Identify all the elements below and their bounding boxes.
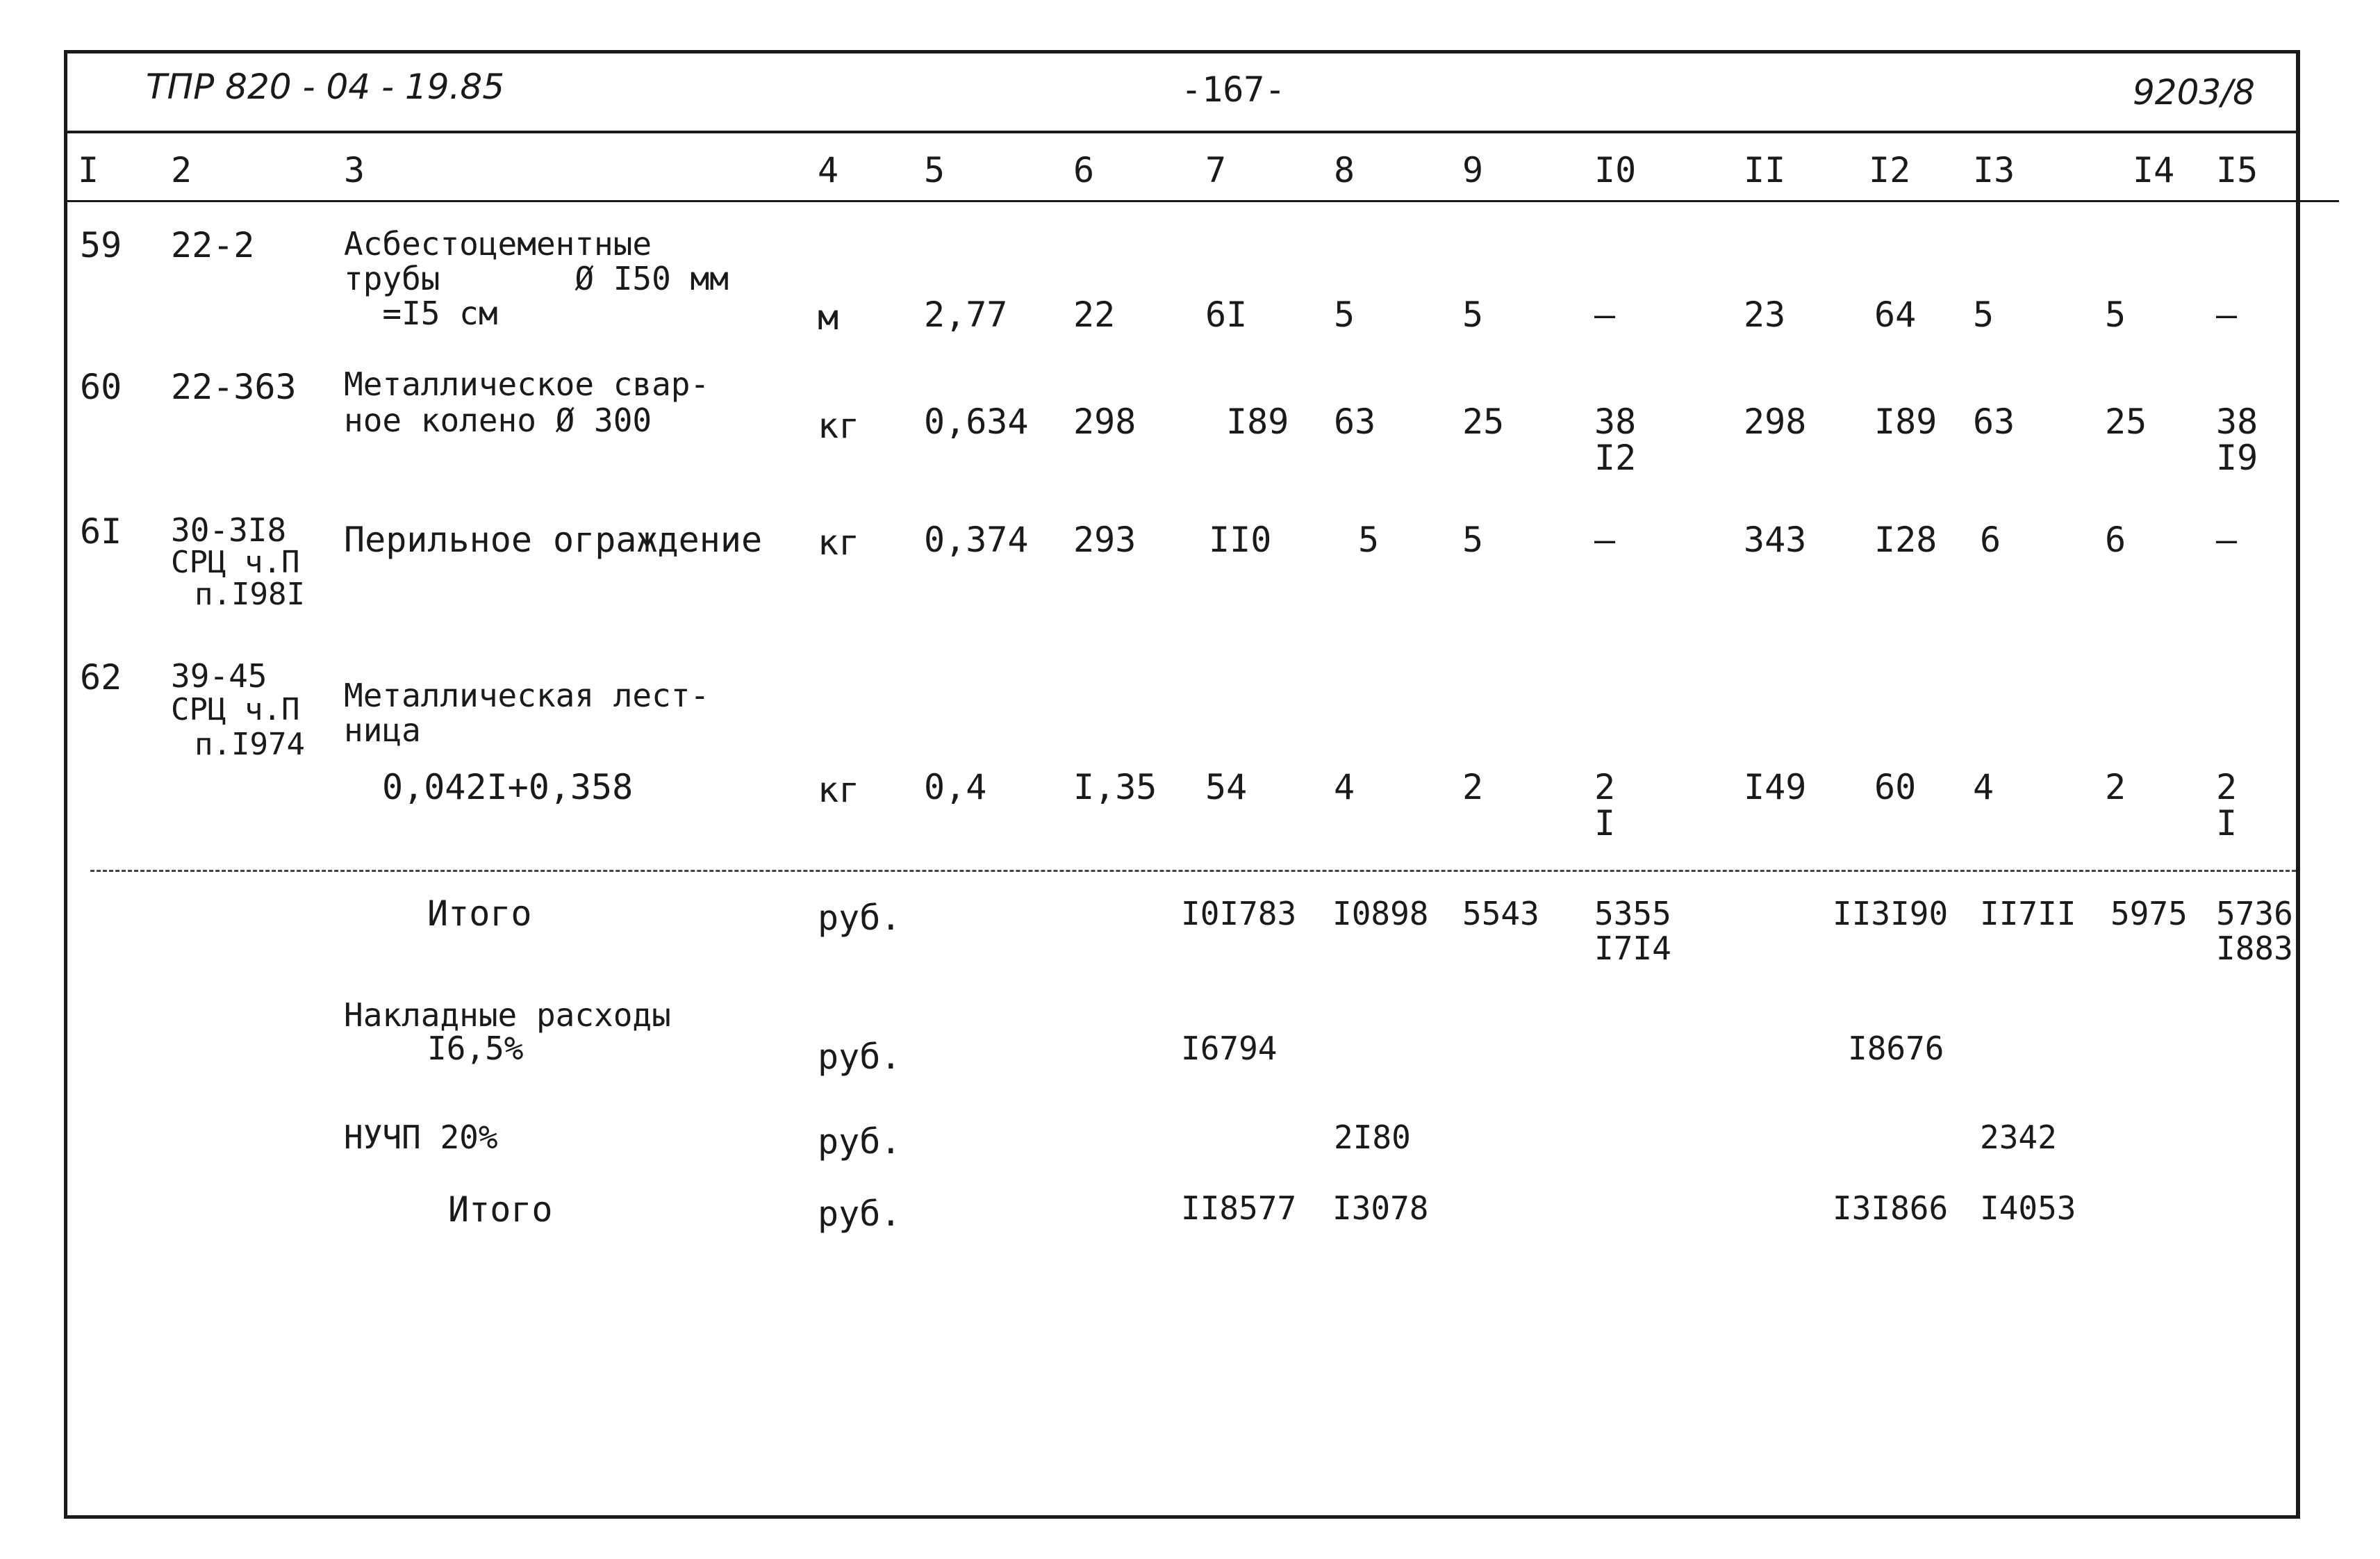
row-61-col-11: 343 — [1744, 520, 1807, 560]
nuchp-unit: руб. — [818, 1121, 902, 1162]
row-62-col-7: 54 — [1205, 767, 1248, 807]
row-61-name: Перильное ограждение — [344, 520, 763, 560]
row-61-col-6: 293 — [1073, 520, 1137, 560]
row-60-unit: кг — [818, 406, 860, 446]
row-59-col-12: 64 — [1874, 295, 1917, 335]
row-61-col-12: I28 — [1874, 520, 1937, 560]
row-60-col-11: 298 — [1744, 402, 1807, 442]
col-num-1: I — [78, 150, 99, 190]
row-62-col-13: 4 — [1973, 767, 1994, 807]
total-1-col-15-b: I883 — [2216, 930, 2293, 967]
total-2-unit: руб. — [818, 1194, 902, 1234]
row-60-col-7: I89 — [1226, 402, 1289, 442]
overhead-label-1: Накладные расходы — [344, 996, 671, 1034]
row-60-col-13: 63 — [1973, 402, 2015, 442]
row-62-col-15-b: I — [2216, 803, 2238, 843]
row-59-code: 22-2 — [171, 225, 255, 265]
nuchp-label: НУЧП 20% — [344, 1119, 498, 1156]
row-61-col-13: 6 — [1980, 520, 2001, 560]
doc-code: ТПР 820 - 04 - 19.85 — [146, 67, 505, 107]
row-59-name-3: =I5 см — [344, 295, 498, 332]
total-1-col-12: II3I90 — [1833, 895, 1949, 932]
row-59-col-10: – — [1594, 295, 1616, 335]
overhead-unit: руб. — [818, 1037, 902, 1077]
page-number: -167- — [1181, 69, 1286, 110]
total-1-col-15-a: 5736 — [2216, 895, 2293, 932]
row-59-col-6: 22 — [1073, 295, 1116, 335]
row-62-col-10-b: I — [1594, 803, 1616, 843]
row-60-col-8: 63 — [1334, 402, 1376, 442]
row-62-col-6: I,35 — [1073, 767, 1157, 807]
row-62-col-5: 0,4 — [924, 767, 987, 807]
overhead-label-2: I6,5% — [427, 1030, 524, 1067]
row-62-col-9: 2 — [1462, 767, 1484, 807]
col-num-12: I2 — [1869, 150, 1911, 190]
col-num-7: 7 — [1205, 150, 1227, 190]
nuchp-col-8: 2I80 — [1334, 1119, 1411, 1156]
row-60-col-6: 298 — [1073, 402, 1137, 442]
row-60-name-2: ное колено Ø 300 — [344, 402, 652, 439]
row-60-col-15-b: I9 — [2216, 438, 2258, 478]
overhead-col-7: I6794 — [1181, 1030, 1278, 1067]
total-1-unit: руб. — [818, 898, 902, 938]
column-numbers-rule — [67, 200, 2339, 202]
header-rule — [67, 131, 2296, 133]
row-59-col-8: 5 — [1334, 295, 1355, 335]
row-62-code-2: СРЦ ч.П — [171, 692, 300, 727]
row-61-col-15: – — [2216, 520, 2238, 560]
row-62-col-11: I49 — [1744, 767, 1807, 807]
row-59-col-11: 23 — [1744, 295, 1786, 335]
total-2-col-8: I3078 — [1332, 1189, 1429, 1227]
row-62-col-14: 2 — [2105, 767, 2126, 807]
nuchp-col-13: 2342 — [1980, 1119, 2057, 1156]
row-60-col-12: I89 — [1874, 402, 1937, 442]
row-62-col-10-a: 2 — [1594, 767, 1616, 807]
total-1-col-9: 5543 — [1462, 895, 1539, 932]
col-num-8: 8 — [1334, 150, 1355, 190]
col-num-5: 5 — [924, 150, 945, 190]
row-62-col-8: 4 — [1334, 767, 1355, 807]
total-2-col-13: I4053 — [1980, 1189, 2076, 1227]
row-60-col-9: 25 — [1462, 402, 1505, 442]
row-59-col-5: 2,77 — [924, 295, 1008, 335]
row-60-col-14: 25 — [2105, 402, 2147, 442]
row-61-col-8: 5 — [1358, 520, 1380, 560]
row-59-col-7: 6I — [1205, 295, 1248, 335]
row-61-code-2: СРЦ ч.П — [171, 545, 300, 580]
row-60-name-1: Металлическое свар- — [344, 365, 710, 403]
row-61-no: 6I — [80, 511, 122, 552]
col-num-4: 4 — [818, 150, 839, 190]
row-61-col-7: II0 — [1209, 520, 1272, 560]
row-59-col-14: 5 — [2105, 295, 2126, 335]
col-num-14: I4 — [2133, 150, 2175, 190]
total-1-col-10-b: I7I4 — [1594, 930, 1671, 967]
row-62-col-15-a: 2 — [2216, 767, 2238, 807]
row-61-unit: кг — [818, 522, 860, 563]
row-61-col-9: 5 — [1462, 520, 1484, 560]
total-1-col-7: I0I783 — [1181, 895, 1297, 932]
row-59-name-2: трубы Ø I50 мм — [344, 260, 729, 297]
col-num-10: I0 — [1594, 150, 1637, 190]
row-60-col-10-a: 38 — [1594, 402, 1637, 442]
sheet-number: 9203/8 — [2133, 72, 2255, 113]
total-2-label: Итого — [448, 1189, 553, 1230]
row-62-unit: кг — [818, 770, 860, 810]
row-61-code-3: п.I98I — [195, 577, 305, 612]
col-num-15: I5 — [2216, 150, 2258, 190]
row-62-name-1: Металлическая лест- — [344, 677, 710, 714]
row-59-no: 59 — [80, 225, 122, 265]
total-1-col-8: I0898 — [1332, 895, 1429, 932]
total-1-label: Итого — [427, 893, 532, 934]
row-61-code-1: 30-3I8 — [171, 511, 287, 549]
row-60-code: 22-363 — [171, 367, 297, 407]
col-num-3: 3 — [344, 150, 365, 190]
total-1-col-10-a: 5355 — [1594, 895, 1671, 932]
col-num-13: I3 — [1973, 150, 2015, 190]
row-59-col-15: – — [2216, 295, 2238, 335]
row-59-col-9: 5 — [1462, 295, 1484, 335]
totals-separator — [90, 870, 2296, 872]
row-59-unit: м — [818, 297, 839, 338]
row-62-code-3: п.I974 — [195, 727, 305, 762]
row-59-name-1: Асбестоцементные — [344, 225, 652, 263]
row-61-col-5: 0,374 — [924, 520, 1029, 560]
total-1-col-14: 5975 — [2110, 895, 2188, 932]
col-num-6: 6 — [1073, 150, 1095, 190]
row-62-no: 62 — [80, 657, 122, 698]
total-2-col-7: II8577 — [1181, 1189, 1297, 1227]
row-62-col-12: 60 — [1874, 767, 1917, 807]
total-2-col-12: I3I866 — [1833, 1189, 1949, 1227]
row-60-col-5: 0,634 — [924, 402, 1029, 442]
row-62-name-2: ница — [344, 711, 421, 749]
col-num-9: 9 — [1462, 150, 1484, 190]
col-num-11: II — [1744, 150, 1786, 190]
row-60-col-10-b: I2 — [1594, 438, 1637, 478]
row-60-no: 60 — [80, 367, 122, 407]
col-num-2: 2 — [171, 150, 192, 190]
row-60-col-15-a: 38 — [2216, 402, 2258, 442]
row-61-col-14: 6 — [2105, 520, 2126, 560]
row-62-code-1: 39-45 — [171, 657, 267, 695]
row-61-col-10: – — [1594, 520, 1616, 560]
row-59-col-13: 5 — [1973, 295, 1994, 335]
row-62-name-3: 0,042I+0,358 — [382, 767, 634, 807]
overhead-col-12: I8676 — [1848, 1030, 1944, 1067]
total-1-col-13: II7II — [1980, 895, 2076, 932]
